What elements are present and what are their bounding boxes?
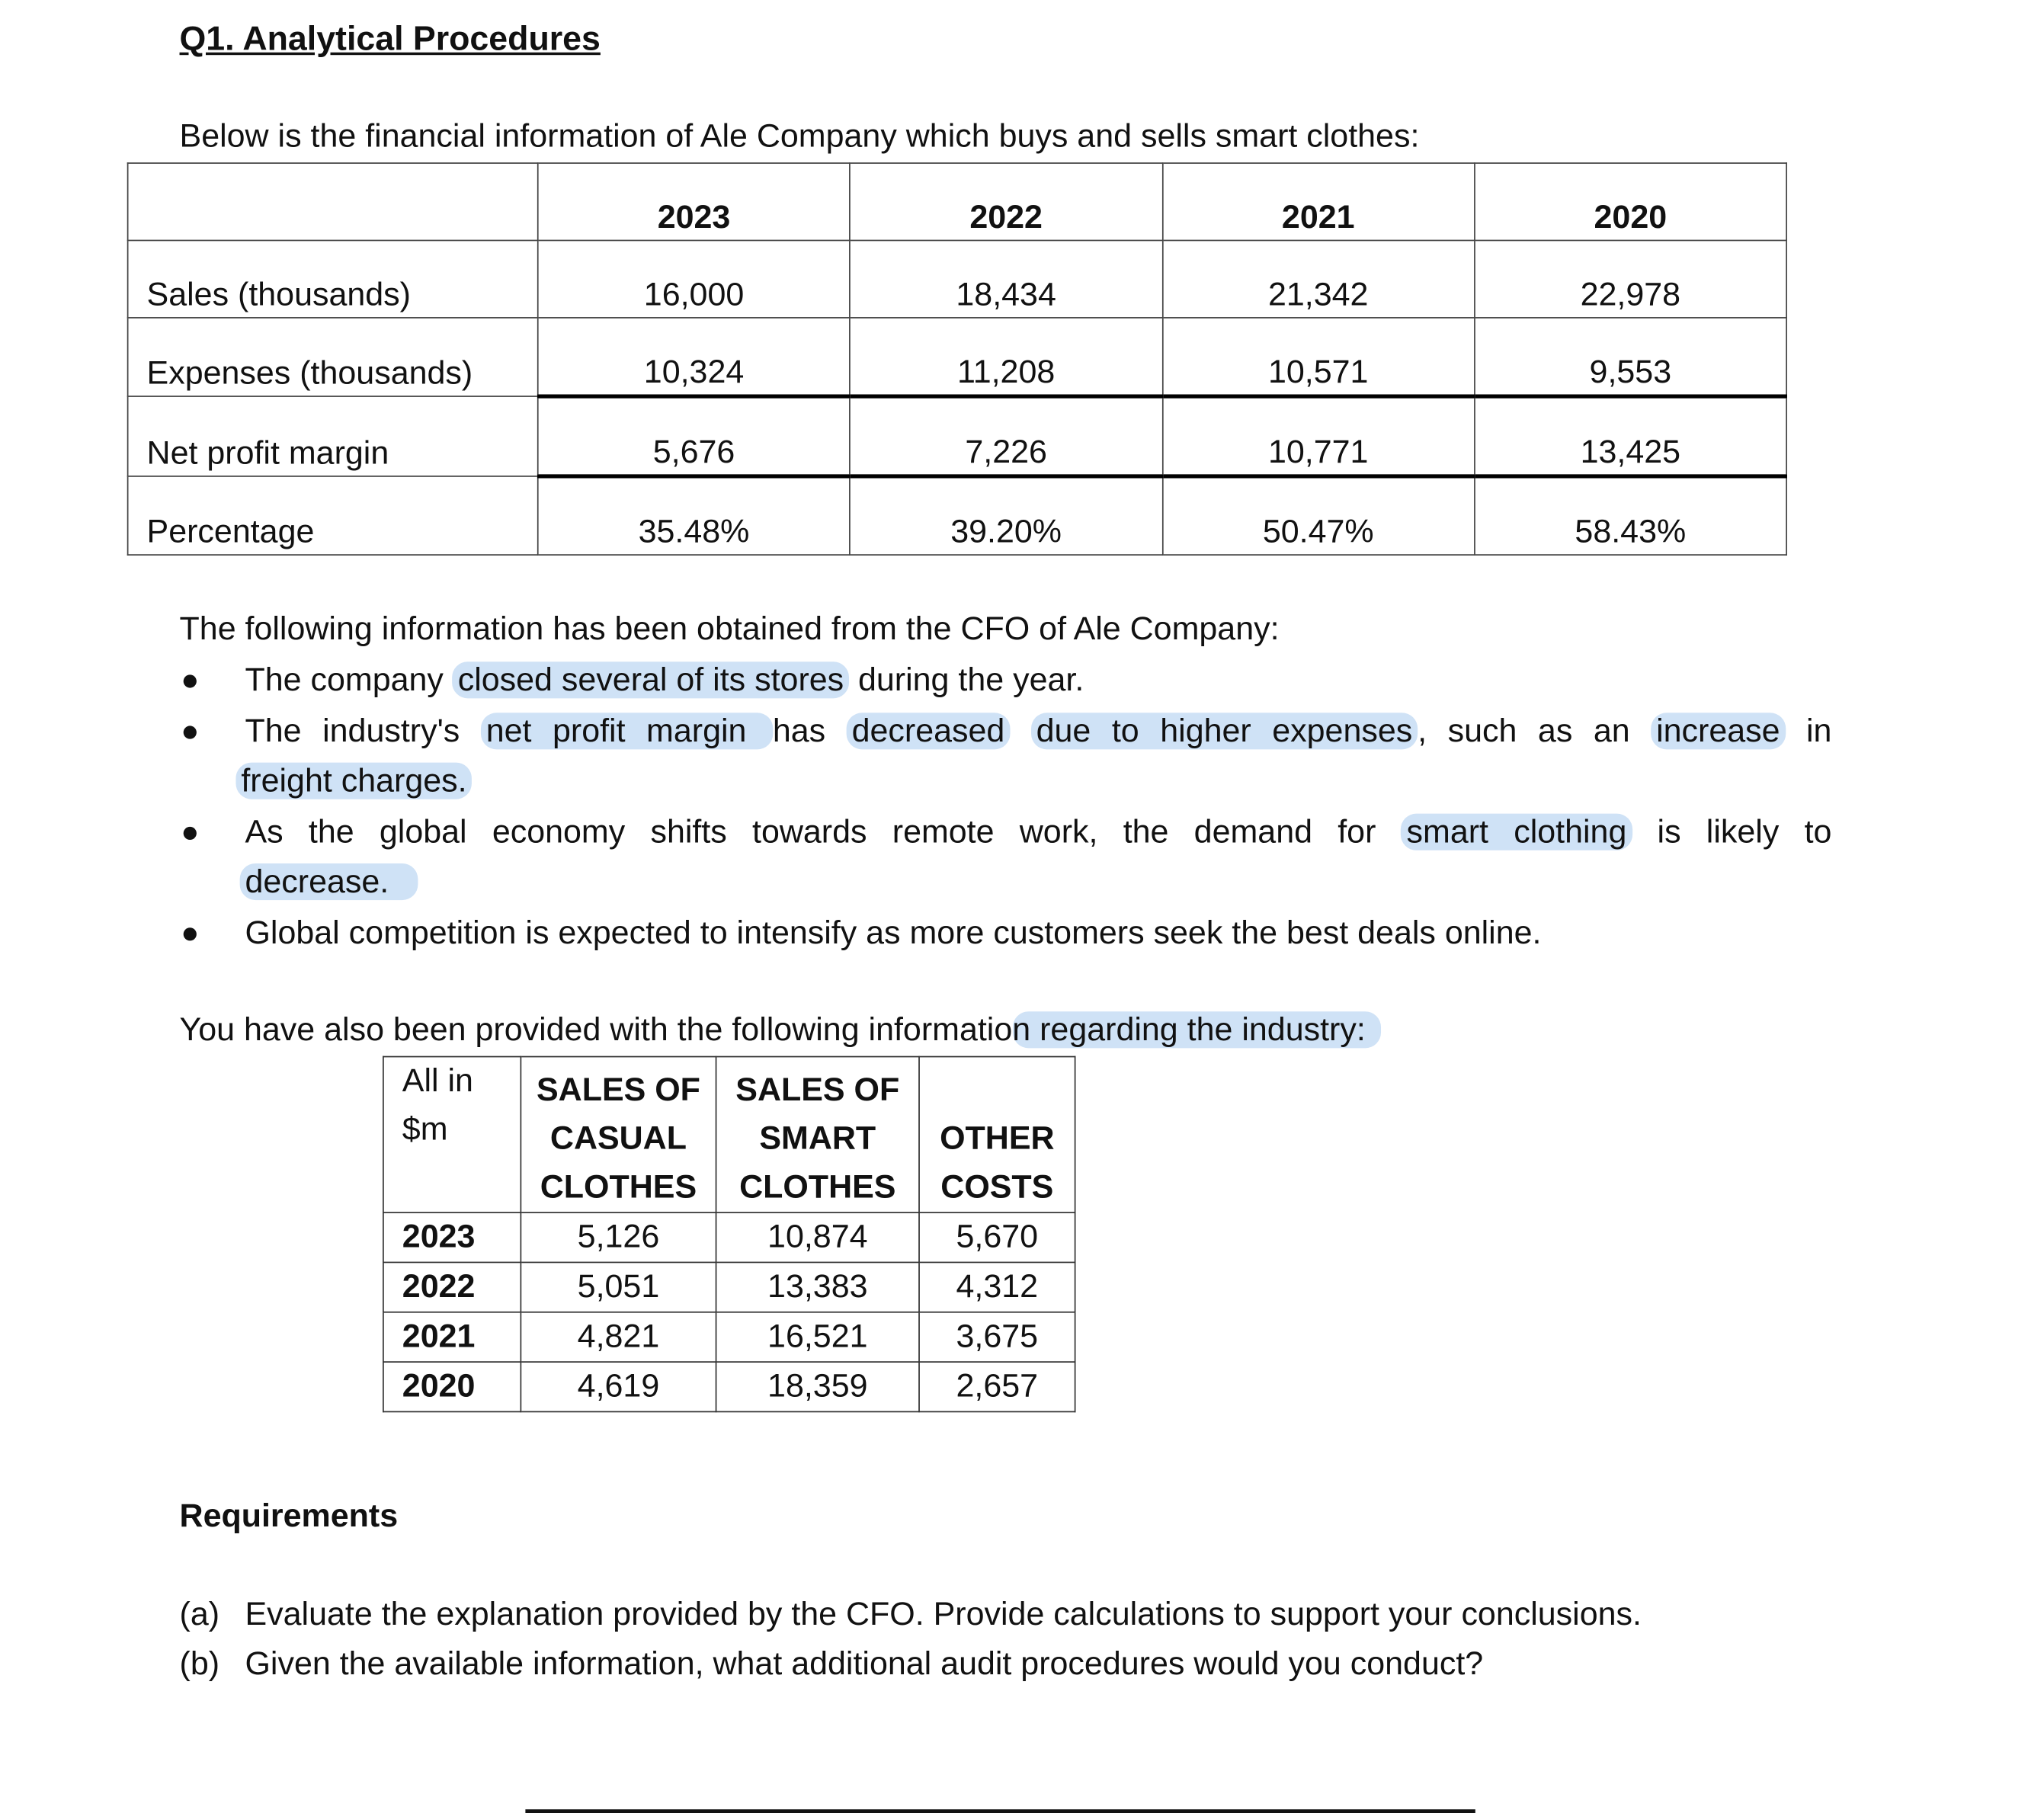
cell: 2,657: [919, 1362, 1075, 1411]
cell: 9,553: [1475, 318, 1787, 396]
table-header-row: [128, 163, 1787, 240]
industry-table: [383, 1056, 1075, 1413]
cell: 22,978: [1475, 240, 1787, 317]
row-year: 2023: [383, 1212, 521, 1262]
table-row: [128, 318, 1787, 396]
bullet-item: [245, 661, 1831, 700]
cell: 5,126: [521, 1212, 716, 1262]
header-cell: 2020: [1475, 163, 1787, 240]
cell: 18,359: [716, 1362, 919, 1411]
cell: 4,619: [521, 1362, 716, 1411]
text: COSTS: [940, 1168, 1054, 1206]
text: The industry's: [245, 713, 481, 750]
text: All in: [402, 1062, 473, 1100]
text: CLOTHES: [739, 1168, 896, 1206]
text: during the year.: [849, 661, 1084, 699]
highlight: due to higher expenses: [1031, 713, 1418, 749]
highlight: smart clothing: [1402, 814, 1632, 850]
cfo-intro: The following information has been obtained from the CFO of Ale Company:: [179, 610, 1280, 648]
highlight: n regarding the industry:: [1012, 1011, 1381, 1048]
table-header-row: [383, 1057, 1075, 1213]
bullet-item: Global competition is expected to intensify as more customers seek the best deals online.: [245, 915, 1542, 952]
row-label: Percentage: [128, 476, 538, 555]
header-cell: [128, 163, 538, 240]
header-cell: 2022: [850, 163, 1162, 240]
row-year: 2021: [383, 1312, 521, 1362]
table-row: [383, 1362, 1075, 1411]
header-cell: 2021: [1162, 163, 1475, 240]
cell: 35.48%: [538, 476, 851, 555]
cell: 13,383: [716, 1262, 919, 1312]
row-label: Net profit margin: [128, 396, 538, 476]
highlight: decrease.: [240, 863, 418, 900]
text: is likely to: [1657, 813, 1832, 850]
highlight: net profit margin: [481, 713, 773, 749]
financial-table: [127, 162, 1787, 556]
bullet-icon: [184, 726, 197, 738]
requirements-heading: Requirements: [179, 1497, 399, 1535]
bullet-item-cont: [235, 763, 472, 801]
cell: 10,874: [716, 1212, 919, 1262]
table-row: [128, 396, 1787, 476]
cell: 3,675: [919, 1312, 1075, 1362]
cell: 58.43%: [1475, 476, 1787, 555]
cell: 13,425: [1475, 396, 1787, 476]
cell: 4,821: [521, 1312, 716, 1362]
cell: 50.47%: [1162, 476, 1475, 555]
divider-line: [525, 1809, 1475, 1813]
text: As the global economy shifts towards remote work, the demand for: [245, 813, 1402, 850]
text: You have also been provided with the following informatio: [179, 1011, 1013, 1049]
cell: 10,571: [1162, 318, 1475, 396]
intro-text: Below is the financial information of Ale Company which buys and sells smart clothes:: [179, 117, 1420, 155]
text: in: [1805, 713, 1832, 750]
bullet-icon: [184, 927, 197, 940]
text: , such as an: [1418, 713, 1652, 750]
row-label: Sales (thousands): [128, 240, 538, 317]
table-row: [128, 476, 1787, 555]
cell: 5,676: [538, 396, 851, 476]
bullet-item: [245, 814, 1831, 852]
cell: 7,226: [850, 396, 1162, 476]
bullet-item-cont: [240, 863, 418, 902]
header-cell: 2023: [538, 163, 851, 240]
cell: 11,208: [850, 318, 1162, 396]
table-row: [383, 1312, 1075, 1362]
text: SMART: [759, 1120, 876, 1158]
cell: 21,342: [1162, 240, 1475, 317]
table-row: [383, 1262, 1075, 1312]
text: OTHER: [940, 1120, 1055, 1158]
highlight: closed several of its stores: [453, 661, 849, 698]
bullet-icon: [184, 827, 197, 840]
header-cell: [383, 1057, 521, 1213]
header-cell: [521, 1057, 716, 1213]
row-year: 2022: [383, 1262, 521, 1312]
requirement-b-label: (b): [179, 1645, 220, 1683]
highlight: freight charges.: [235, 763, 472, 799]
table-row: [383, 1212, 1075, 1262]
cell: 5,051: [521, 1262, 716, 1312]
header-cell: [716, 1057, 919, 1213]
text: has: [772, 713, 847, 750]
row-year: 2020: [383, 1362, 521, 1411]
row-label: Expenses (thousands): [128, 318, 538, 396]
requirement-a-label: (a): [179, 1595, 220, 1633]
cell: 16,000: [538, 240, 851, 317]
header-cell: [919, 1057, 1075, 1213]
text: CLOTHES: [540, 1168, 697, 1206]
requirement-a: Evaluate the explanation provided by the CFO. Provide calculations to support your conclusions.: [245, 1595, 1642, 1633]
cell: 18,434: [850, 240, 1162, 317]
text: SALES OF: [735, 1071, 900, 1109]
highlight: decreased: [847, 713, 1010, 749]
cell: 5,670: [919, 1212, 1075, 1262]
table-row: [128, 240, 1787, 317]
cell: 10,771: [1162, 396, 1475, 476]
bullet-item: [245, 713, 1831, 751]
text: $m: [402, 1110, 448, 1148]
cell: 10,324: [538, 318, 851, 396]
bullet-icon: [184, 674, 197, 687]
text: The company: [245, 661, 453, 699]
text: SALES OF: [536, 1071, 700, 1109]
text: CASUAL: [549, 1120, 687, 1158]
highlight: increase: [1651, 713, 1785, 749]
cell: 16,521: [716, 1312, 919, 1362]
industry-intro: [180, 1011, 1382, 1049]
requirement-b: Given the available information, what additional audit procedures would you conduct?: [245, 1645, 1484, 1683]
cell: 39.20%: [850, 476, 1162, 555]
question-title: Q1. Analytical Procedures: [179, 18, 601, 58]
cell: 4,312: [919, 1262, 1075, 1312]
